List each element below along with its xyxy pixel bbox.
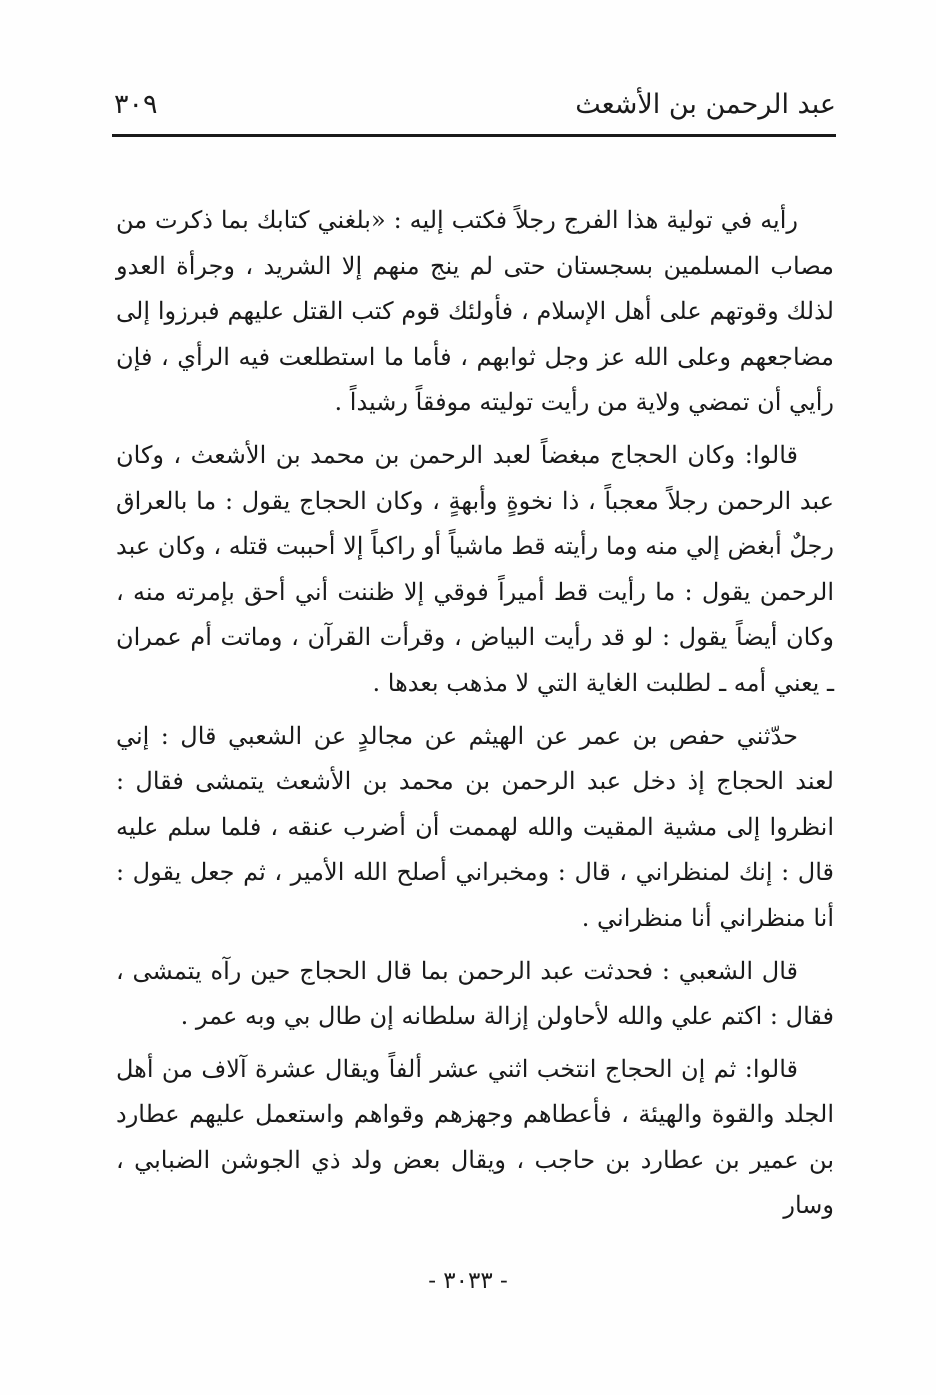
header-rule (112, 134, 836, 137)
running-title: عبد الرحمن بن الأشعث (575, 89, 836, 120)
paragraph: قال الشعبي : فحدثت عبد الرحمن بما قال الحجاج حين رآه يتمشى ، فقال : اكتم علي والله لأحاولن إزالة سلطانه إن طال بي وبه عمر . (116, 956, 834, 1031)
footer-page-number: - ٣٠٣٣ - (428, 1268, 508, 1294)
body-text (116, 198, 834, 1229)
page-header (112, 82, 836, 130)
paragraph: رأيه في تولية هذا الفرج رجلاً فكتب إليه : «بلغني كتابك بما ذكرت من مصاب المسلمين بسجستان حتى لم ينج منهم إلا الشريد ، وجرأة العدو لذلك وقوتهم على أهل الإسلام ، فأولئك قوم كتب القتل عليهم فبرزوا إلى مضاجعهم وعلى الله عز وجل ثوابهم ، فأما ما استطلعت فيه الرأي ، فإن رأيي أن تمضي ولاية من رأيت توليته موفقاً رشيداً . (116, 206, 834, 417)
paragraph: قالوا: وكان الحجاج مبغضاً لعبد الرحمن بن محمد بن الأشعث ، وكان عبد الرحمن رجلاً معجباً ، ذا نخوةٍ وأبهةٍ ، وكان الحجاج يقول : ما بالعراق رجلٌ أبغض إلي منه وما رأيته قط ماشياً أو راكباً إلا أحببت قتله ، وكان عبد الرحمن يقول : ما رأيت قط أميراً فوقي إلا ظننت أني أحق بإمرته منه ، وكان أيضاً يقول : لو قد رأيت البياض ، وقرأت القرآن ، وماتت أم عمران ـ يعني أمه ـ لطلبت الغاية التي لا مذهب بعدها . (116, 440, 834, 697)
paragraph: حدّثني حفص بن عمر عن الهيثم عن مجالدٍ عن الشعبي قال : إني لعند الحجاج إذ دخل عبد الرحمن بن محمد بن الأشعث يتمشى فقال : انظروا إلى مشية المقيت والله لهممت أن أضرب عنقه ، فلما سلم عليه قال : إنك لمنظراني ، قال : ومخبراني أصلح الله الأمير ، ثم جعل يقول : أنا منظراني أنا منظراني . (116, 721, 834, 932)
paragraph: قالوا: ثم إن الحجاج انتخب اثني عشر ألفاً ويقال عشرة آلاف من أهل الجلد والقوة والهيئة ، فأعطاهم وجهزهم وقواهم واستعمل عليهم عطارد بن عمير بن عطارد بن حاجب ، ويقال بعض ولد ذي الجوشن الضبابي ، وسار (116, 1054, 834, 1220)
header-page-number: ٣٠٩ (114, 89, 158, 120)
